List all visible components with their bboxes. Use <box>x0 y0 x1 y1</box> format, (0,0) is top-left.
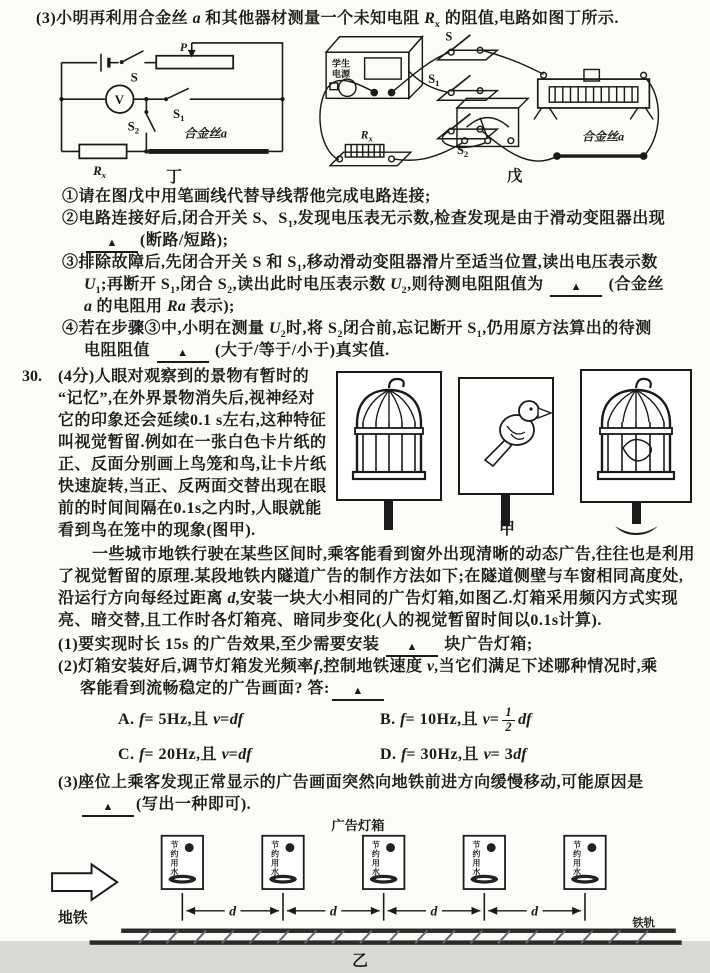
q3-item3-line2: $U_1$;再断开 $S_1$,闭合 $S_2$,读出此时电压表示数 $U_2$,则待测电阻阻值为 ▲ (合金丝 <box>84 276 664 297</box>
svg-text:节约用水: 节约用水 <box>573 840 582 877</box>
svg-text:节约用水: 节约用水 <box>170 840 179 877</box>
label-d: d <box>430 903 438 919</box>
q30-part3-line2: ▲ (写出一种即可). <box>58 794 704 816</box>
ad-lightbox <box>464 836 505 889</box>
label-d: d <box>329 903 337 919</box>
q30-block <box>0 366 704 542</box>
q30-parts <box>58 634 704 700</box>
ad-lightbox <box>262 836 303 889</box>
power-supply-top <box>326 37 422 52</box>
para2-line2: 了视觉暂留的原理.某段地铁内隧道广告的制作方法如下;在隧道侧壁与车窗相同高度处, <box>58 568 684 585</box>
svg-text:节约用水: 节约用水 <box>371 840 380 877</box>
label-d: d <box>229 903 237 919</box>
caption-yi: 乙 <box>352 953 368 971</box>
svg-text:节约用水: 节约用水 <box>472 840 481 877</box>
direction-arrow <box>52 864 117 900</box>
spacing-ticks <box>182 893 585 921</box>
q30-part2-line2: 客能看到流畅稳定的广告画面? 答: ▲ <box>58 678 704 700</box>
label-rail: 铁轨 <box>632 917 656 930</box>
q30-line4: 叫视觉暂留.例如在一张白色卡片纸的 <box>58 434 327 451</box>
q3-figures <box>0 29 704 187</box>
q30-paragraph2 <box>58 544 704 632</box>
figure-yi-area <box>28 818 704 973</box>
ad-lightbox <box>363 836 404 889</box>
q3-item2-line2: ▲ (断路/短路); <box>62 230 704 252</box>
caption-ding: 丁 <box>166 169 182 187</box>
label-switch-s: S <box>445 29 453 44</box>
option-a: A. f= 5Hz,且 v=df <box>118 711 244 728</box>
option-c: C. f= 20Hz,且 v=df <box>118 746 252 763</box>
q3-item3-line1: ③排除故障后,先闭合开关 S 和 $S_1$,移动滑动变阻器滑片至适当位置,读出电压表示数 <box>62 254 658 275</box>
caption-jia: 甲 <box>499 521 516 538</box>
q3-subitems <box>62 186 704 362</box>
q3-item4-line1: ④若在步骤③中,小明在测量 $U_2$时,将 $S_2$闭合前,忘记断开 $S_1$,仍用原方法算出的待测 <box>62 320 652 341</box>
label-s1: $S_1$ <box>173 106 185 123</box>
para2-line3: 沿运行方向每经过距离 d,安装一块大小相同的广告灯箱,如图乙.灯箱采用频闪方式实现 <box>58 590 679 607</box>
question-number: 30. <box>22 368 42 385</box>
q3-item2-line1: ②电路连接好后,闭合开关 S、$S_1$,发现电压表无示数,检查发现是由于滑动变阻器出现 <box>62 210 666 231</box>
q30-options <box>118 700 704 770</box>
q3-item4-line2: 电阻阻值 ▲ (大于/等于/小于)真实值. <box>62 340 704 362</box>
q30-part3-line1: (3)座位上乘客发现正常显示的广告画面突然向地铁前进方向缓慢移动,可能原因是 <box>58 774 644 791</box>
label-s2: $S_2$ <box>127 119 140 136</box>
pictorial-diagram-wu <box>306 29 708 186</box>
resistor-rx <box>79 145 126 159</box>
circuit-diagram-ding <box>42 37 304 187</box>
para2-line4: 亮、暗交替,且工作时各灯箱亮、暗同步变化(人的视觉暂留时间以0.1s计算). <box>58 612 602 629</box>
label-rx: $R_x$ <box>360 129 373 144</box>
switch-s1 <box>438 75 498 100</box>
slide-rheostat <box>534 69 653 119</box>
ad-lightbox <box>564 836 605 889</box>
option-b: B. f= 10Hz,且 v= $\frac{1}{2}$ df <box>380 704 532 734</box>
q3-item3-line3: a 的电阻用 Ra 表示); <box>84 298 235 315</box>
figure-yi-subway-adboxes <box>28 817 688 971</box>
label-subway: 地铁 <box>58 910 88 927</box>
q30-line7: 前的时间间隔在0.1s之内时,人眼就能 <box>58 500 322 517</box>
rail-track <box>90 929 682 945</box>
label-alloy-wire: 合金丝a <box>183 126 228 141</box>
card-bird-in-cage <box>581 370 691 535</box>
q30-line8: 看到鸟在笼中的现象(图甲). <box>58 522 256 539</box>
label-power-line1: 学生 <box>331 58 351 69</box>
q30-line1: 30. (4分)人眼对观察到的景物有暂时的 <box>22 366 322 388</box>
switch-s1-blade <box>168 88 189 98</box>
label-switch-s: S <box>130 70 138 85</box>
q30-line5: 正、反面分别画上鸟笼和鸟,让卡片纸 <box>58 456 327 473</box>
resistor-rx-component <box>330 145 411 166</box>
switch-s2-blade <box>146 114 155 132</box>
q30-part2-line1: (2)灯箱安装好后,调节灯箱发光频率f,控制地铁速度 v,当它们满足下述哪种情况时,乘 <box>58 658 658 675</box>
label-alloy-wire: 合金丝a <box>582 129 625 144</box>
card-bird <box>459 378 553 526</box>
q30-line3: 它的印象还会延续0.1 s左右,这种特征 <box>58 412 327 429</box>
q30-line6: 快速旋转,当正、反两面交替出现在眼 <box>58 478 327 495</box>
ad-lightbox <box>162 836 203 889</box>
switch-s-blade <box>123 51 144 62</box>
label-power-line2: 电源 <box>331 69 351 80</box>
q30-figure-area <box>322 366 704 542</box>
card-birdcage <box>337 372 441 530</box>
q3-item1: ①请在图戊中用笔画线代替导线帮他完成电路连接; <box>62 188 431 205</box>
q30-text <box>0 366 327 542</box>
label-s2: $S_2$ <box>456 143 469 160</box>
label-slider-p: P <box>179 39 188 54</box>
figure-jia-bird-cards <box>329 368 697 538</box>
para2-line1: 一些城市地铁行驶在某些区间时,乘客能看到窗外出现清晰的动态广告,往往也是利用 <box>92 546 696 563</box>
q3-intro: (3)小明再利用合金丝 a 和其他器材测量一个未知电阻 $R_x$ 的阻值,电路如图丁所示. <box>36 10 619 31</box>
label-d: d <box>531 903 539 919</box>
label-rx: $R_x$ <box>93 164 107 181</box>
label-s1: $S_1$ <box>428 71 440 88</box>
q30-part1: (1)要实现时长 15s 的广告效果,至少需要安装 ▲ 块广告灯箱; <box>58 634 704 656</box>
q30-line2: “记忆”,在外界景物消失后,视神经对 <box>58 390 316 407</box>
label-ad-lightbox: 广告灯箱 <box>331 817 385 833</box>
svg-text:节约用水: 节约用水 <box>271 840 280 877</box>
caption-wu: 戊 <box>507 168 523 186</box>
rheostat-body <box>156 56 233 69</box>
q30-part3 <box>58 772 704 816</box>
option-d: D. f= 30Hz,且 v= 3df <box>380 746 527 763</box>
label-voltmeter-v: V <box>114 93 125 108</box>
power-supply-side <box>409 37 422 99</box>
